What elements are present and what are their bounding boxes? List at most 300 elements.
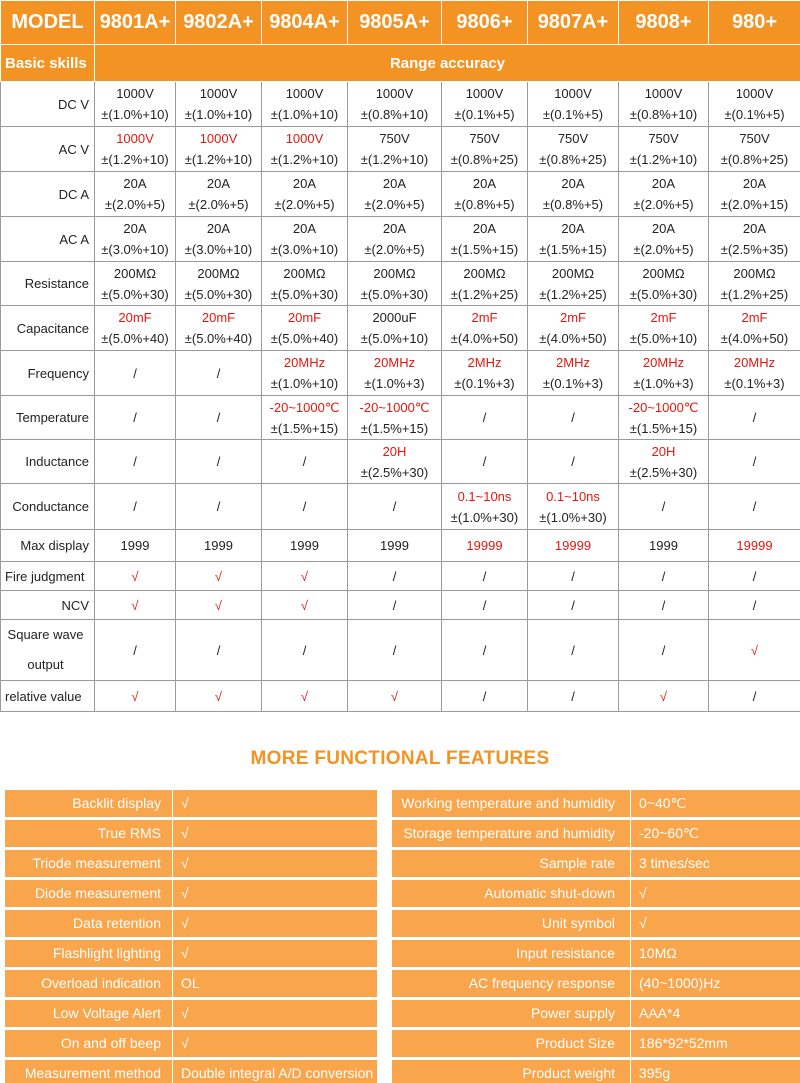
row-label: Square wave output [1, 620, 95, 681]
accuracy-value: ±(2.5%+30) [629, 464, 698, 480]
accuracy-value: ±(0.8%+25) [539, 152, 607, 167]
spec-cell [348, 681, 442, 712]
range-value: √ [131, 688, 139, 704]
spec-cell [262, 82, 348, 127]
accuracy-value: ±(1.2%+10) [360, 152, 429, 167]
range-value: / [571, 410, 575, 425]
spec-cell [95, 562, 176, 591]
feature-name: Triode measurement [32, 855, 161, 871]
row-label: relative value [1, 681, 95, 712]
range-value: 20A [206, 221, 231, 236]
spec-cell [528, 681, 619, 712]
range-accuracy-label: Range accuracy [95, 45, 800, 82]
model-header-2: 9804A+ [262, 1, 348, 45]
accuracy-value: ±(0.8%+10) [360, 107, 429, 122]
range-value: 200MΩ [373, 265, 416, 281]
spec-cell [348, 396, 442, 440]
range-value: / [216, 499, 221, 514]
spec-cell [442, 591, 528, 620]
accuracy-value: ±(2.5%+30) [360, 464, 429, 480]
range-value: 1999 [380, 538, 409, 553]
spec-cell [442, 681, 528, 712]
range-value: 750V [469, 131, 500, 146]
spec-cell [528, 127, 619, 172]
range-value: 2mF [741, 310, 768, 325]
spec-cell [348, 620, 442, 681]
spec-cell [176, 681, 262, 712]
spec-cell [95, 681, 176, 712]
range-value: / [571, 642, 575, 658]
range-value: / [571, 568, 575, 584]
row-label: Conductance [1, 484, 95, 530]
spec-cell [176, 262, 262, 306]
accuracy-value: ±(0.8%+25) [720, 152, 789, 167]
spec-cell [619, 562, 709, 591]
range-value: 1000V [285, 131, 324, 146]
spec-cell [176, 562, 262, 591]
spec-cell [262, 530, 348, 562]
accuracy-value: ±(0.1%+3) [724, 376, 785, 391]
spec-cell [348, 530, 442, 562]
range-value: / [302, 499, 307, 514]
spec-cell [619, 484, 709, 530]
range-value: 20H [651, 443, 676, 459]
spec-cell [619, 440, 709, 484]
accuracy-value: ±(1.0%+3) [633, 376, 694, 391]
spec-cell [176, 591, 262, 620]
range-value: 2MHz [467, 355, 502, 370]
row-label: Temperature [1, 396, 95, 440]
feature-row [5, 1000, 377, 1027]
range-value: 20A [382, 176, 407, 191]
accuracy-value: ±(5.0%+30) [360, 286, 429, 302]
spec-cell [528, 620, 619, 681]
range-value: / [302, 454, 307, 469]
feature-row [392, 1000, 800, 1027]
row-label: Max display [1, 530, 95, 562]
spec-cell [619, 306, 709, 351]
accuracy-value: ±(5.0%+30) [629, 286, 698, 302]
spec-cell [348, 306, 442, 351]
spec-cell [262, 262, 348, 306]
spec-cell [709, 262, 800, 306]
spec-cell [262, 591, 348, 620]
spec-cell [262, 620, 348, 681]
feature-name: Measurement method [24, 1065, 161, 1081]
spec-cell [348, 262, 442, 306]
feature-row [392, 1030, 800, 1057]
range-value: 1999 [120, 538, 150, 553]
feature-value: 395g [630, 1060, 800, 1083]
feature-name: Diode measurement [34, 885, 161, 901]
spec-cell [176, 396, 262, 440]
spec-cell [262, 172, 348, 217]
feature-name: Sample rate [539, 855, 615, 871]
accuracy-value: ±(1.2%+10) [184, 152, 253, 167]
range-value: 750V [557, 131, 589, 146]
feature-value: √ [172, 850, 377, 877]
feature-name: Storage temperature and humidity [403, 825, 615, 841]
range-value: √ [214, 568, 223, 584]
spec-row [1, 530, 800, 562]
spec-cell [442, 127, 528, 172]
spec-cell [528, 351, 619, 396]
range-value: -20~1000℃ [628, 399, 699, 415]
spec-cell [262, 217, 348, 262]
accuracy-value: ±(0.8%+10) [629, 107, 698, 122]
range-value: / [661, 499, 666, 514]
spec-cell [176, 530, 262, 562]
feature-row [392, 910, 800, 937]
spec-cell [709, 306, 800, 351]
spec-cell [528, 591, 619, 620]
spec-cell [262, 681, 348, 712]
row-label: DC V [1, 82, 95, 127]
spec-cell [348, 591, 442, 620]
feature-value: √ [172, 820, 377, 847]
accuracy-value: ±(0.1%+3) [454, 376, 515, 391]
range-value: 20A [292, 176, 317, 191]
feature-row [5, 1030, 377, 1057]
spec-cell [348, 172, 442, 217]
range-value: -20~1000℃ [359, 399, 430, 415]
range-value: / [752, 568, 757, 584]
model-header-0: 9801A+ [95, 1, 176, 45]
accuracy-value: ±(1.5%+15) [629, 420, 698, 436]
range-value: / [752, 688, 757, 704]
spec-row [1, 562, 800, 591]
accuracy-value: ±(0.8%+5) [454, 197, 515, 212]
spec-cell [442, 620, 528, 681]
accuracy-value: ±(1.5%+15) [450, 242, 519, 257]
range-value: 20A [206, 176, 231, 191]
spec-cell [528, 484, 619, 530]
range-value: / [133, 454, 137, 469]
feature-row [392, 850, 800, 877]
spec-cell [528, 306, 619, 351]
feature-value: √ [172, 1000, 377, 1027]
row-label: AC V [1, 127, 95, 172]
spec-row [1, 217, 800, 262]
range-value: 2mF [650, 310, 677, 325]
feature-name: Automatic shut-down [484, 885, 615, 901]
accuracy-value: ±(0.1%+5) [542, 107, 604, 122]
range-value: / [571, 597, 575, 613]
range-value: 20A [123, 221, 147, 236]
accuracy-value: ±(0.8%+25) [450, 152, 519, 167]
range-value: 20MHz [733, 355, 776, 370]
feature-name: Low Voltage Alert [52, 1005, 161, 1021]
spec-cell [709, 440, 800, 484]
spec-cell [176, 82, 262, 127]
model-header-5: 9807A+ [528, 1, 619, 45]
accuracy-value: ±(1.0%+30) [539, 509, 607, 525]
feature-name: Product weight [522, 1065, 615, 1081]
range-value: / [133, 410, 137, 425]
range-value: / [133, 365, 137, 381]
accuracy-value: ±(1.0%+10) [101, 107, 169, 122]
range-value: √ [300, 688, 309, 704]
range-value: √ [300, 568, 309, 584]
range-value: 19999 [736, 538, 773, 553]
range-value: 0.1~10ns [546, 488, 600, 504]
feature-name: True RMS [97, 825, 161, 841]
feature-name: Unit symbol [541, 915, 615, 931]
spec-cell [176, 351, 262, 396]
model-header-6: 9808+ [619, 1, 709, 45]
range-value: / [216, 454, 221, 469]
range-value: 20MHz [373, 355, 416, 370]
spec-cell [528, 172, 619, 217]
range-value: 20H [382, 443, 407, 459]
accuracy-value: ±(3.0%+10) [101, 242, 169, 257]
range-value: 1000V [199, 86, 238, 101]
range-value: 1000V [116, 86, 154, 101]
spec-cell [95, 127, 176, 172]
row-label: Inductance [1, 440, 95, 484]
spec-cell [95, 530, 176, 562]
range-value: 20mF [118, 310, 152, 325]
range-value: / [661, 568, 666, 584]
spec-row [1, 172, 800, 217]
feature-name: On and off beep [60, 1035, 161, 1051]
spec-cell [709, 620, 800, 681]
range-value: / [392, 568, 397, 584]
feature-row [5, 850, 377, 877]
feature-value: 186*92*52mm [630, 1030, 800, 1057]
spec-cell [262, 351, 348, 396]
range-value: / [216, 410, 221, 425]
accuracy-value: ±(2.0%+5) [633, 242, 694, 257]
range-value: 2MHz [556, 355, 590, 370]
range-value: 1000V [375, 86, 414, 101]
accuracy-value: ±(1.0%+10) [184, 107, 253, 122]
range-value: / [216, 365, 221, 381]
spec-cell [709, 681, 800, 712]
feature-name: Data retention [73, 915, 161, 931]
row-label: Resistance [1, 262, 95, 306]
spec-cell [95, 262, 176, 306]
spec-cell [176, 440, 262, 484]
accuracy-value: ±(3.0%+10) [184, 242, 253, 257]
spec-cell [709, 351, 800, 396]
row-label: Fire judgment [1, 562, 95, 591]
accuracy-value: ±(5.0%+30) [184, 286, 253, 302]
accuracy-value: ±(5.0%+30) [101, 286, 169, 302]
spec-cell [95, 591, 176, 620]
spec-cell [442, 530, 528, 562]
range-value: 20mF [201, 310, 236, 325]
range-value: 200MΩ [197, 265, 240, 281]
feature-name: Power supply [530, 1005, 615, 1021]
accuracy-value: ±(5.0%+40) [184, 331, 253, 346]
range-value: 19999 [554, 538, 592, 553]
spec-cell [709, 82, 800, 127]
section-header-row [1, 45, 800, 82]
spec-cell [348, 217, 442, 262]
range-value: -20~1000℃ [269, 399, 340, 415]
spec-cell [348, 82, 442, 127]
range-value: / [302, 642, 307, 658]
range-value: / [482, 568, 487, 584]
model-header-3: 9805A+ [348, 1, 442, 45]
range-value: √ [131, 597, 139, 613]
range-value: 20A [651, 221, 676, 236]
feature-row [392, 940, 800, 967]
range-value: √ [131, 568, 139, 584]
spec-cell [619, 351, 709, 396]
model-header-label: MODEL [1, 1, 95, 45]
spec-row [1, 396, 800, 440]
accuracy-value: ±(5.0%+10) [360, 331, 429, 346]
range-value: 200MΩ [283, 265, 326, 281]
basic-skills-label: Basic skills [1, 45, 95, 82]
accuracy-value: ±(0.1%+3) [542, 376, 604, 391]
spec-cell [442, 217, 528, 262]
feature-value: AAA*4 [630, 1000, 800, 1027]
range-value: 1999 [290, 538, 319, 553]
model-header-1: 9802A+ [176, 1, 262, 45]
spec-cell [619, 591, 709, 620]
model-header-7: 980+ [709, 1, 800, 45]
accuracy-value: ±(1.0%+10) [270, 376, 339, 391]
accuracy-value: ±(1.0%+30) [450, 509, 519, 525]
accuracy-value: ±(2.0%+5) [104, 197, 166, 212]
spec-cell [176, 306, 262, 351]
range-value: / [392, 499, 397, 514]
row-label: NCV [1, 591, 95, 620]
spec-cell [619, 681, 709, 712]
range-value: √ [214, 597, 223, 613]
range-value: 200MΩ [463, 265, 506, 281]
feature-value: -20~60℃ [630, 820, 800, 847]
spec-cell [709, 591, 800, 620]
spec-cell [95, 351, 176, 396]
feature-name: Backlit display [72, 795, 161, 811]
range-value: 20A [123, 176, 147, 191]
range-value: 1000V [285, 86, 324, 101]
range-value: / [482, 688, 487, 704]
accuracy-value: ±(0.1%+5) [454, 107, 515, 122]
spec-cell [442, 82, 528, 127]
accuracy-value: ±(2.0%+15) [720, 197, 789, 212]
feature-row [392, 790, 800, 817]
spec-cell [176, 620, 262, 681]
spec-cell [709, 562, 800, 591]
spec-cell [619, 127, 709, 172]
spec-cell [95, 306, 176, 351]
spec-cell [262, 562, 348, 591]
accuracy-value: ±(3.0%+10) [270, 242, 339, 257]
model-header-row [1, 1, 800, 45]
range-value: / [482, 597, 487, 613]
range-value: / [133, 499, 137, 514]
spec-cell [95, 396, 176, 440]
accuracy-value: ±(1.0%+3) [364, 376, 425, 391]
range-value: / [216, 642, 221, 658]
range-value: √ [750, 642, 759, 658]
range-value: / [482, 410, 487, 425]
accuracy-value: ±(2.0%+5) [364, 197, 425, 212]
features-title: MORE FUNCTIONAL FEATURES [250, 748, 550, 769]
range-value: 20A [742, 221, 767, 236]
spec-cell [262, 396, 348, 440]
spec-cell [619, 620, 709, 681]
accuracy-value: ±(5.0%+40) [270, 331, 339, 346]
accuracy-value: ±(5.0%+10) [629, 331, 698, 346]
spec-cell [442, 484, 528, 530]
accuracy-value: ±(1.5%+15) [270, 420, 339, 436]
spec-cell [528, 440, 619, 484]
spec-cell [95, 82, 176, 127]
accuracy-value: ±(5.0%+40) [101, 331, 169, 346]
spec-cell [528, 82, 619, 127]
accuracy-value: ±(1.2%+10) [270, 152, 339, 167]
spec-cell [95, 484, 176, 530]
range-value: √ [659, 688, 668, 704]
range-value: 200MΩ [113, 265, 157, 281]
accuracy-value: ±(2.0%+5) [633, 197, 694, 212]
feature-value: √ [630, 880, 800, 907]
spec-cell [619, 262, 709, 306]
spec-cell [528, 217, 619, 262]
range-value: / [392, 642, 397, 658]
accuracy-value: ±(1.5%+15) [360, 420, 429, 436]
accuracy-value: ±(4.0%+50) [539, 331, 607, 346]
feature-row [392, 820, 800, 847]
range-value: 20A [651, 176, 676, 191]
spec-cell [709, 127, 800, 172]
spec-cell [262, 484, 348, 530]
spec-cell [95, 440, 176, 484]
spec-cell [262, 127, 348, 172]
accuracy-value: ±(0.8%+5) [542, 197, 604, 212]
spec-cell [95, 620, 176, 681]
accuracy-value: ±(1.2%+10) [629, 152, 698, 167]
range-value: 1000V [199, 131, 238, 146]
spec-cell [262, 440, 348, 484]
feature-name: AC frequency response [468, 975, 615, 991]
spec-cell [442, 440, 528, 484]
spec-cell [709, 172, 800, 217]
accuracy-value: ±(0.1%+5) [724, 107, 785, 122]
range-value: 20A [382, 221, 407, 236]
range-value: 750V [379, 131, 410, 146]
feature-value: √ [172, 1030, 377, 1057]
feature-name: Flashlight lighting [52, 945, 161, 961]
spec-cell [348, 127, 442, 172]
spec-cell [709, 484, 800, 530]
range-value: 750V [739, 131, 770, 146]
spec-cell [709, 396, 800, 440]
feature-value: √ [172, 940, 377, 967]
feature-value: √ [172, 790, 377, 817]
feature-value: OL [172, 970, 377, 997]
spec-cell [176, 172, 262, 217]
range-value: / [752, 499, 757, 514]
spec-cell [528, 562, 619, 591]
range-value: / [571, 688, 575, 704]
feature-name: Input resistance [516, 945, 615, 961]
feature-value: (40~1000)Hz [630, 970, 800, 997]
feature-row [392, 880, 800, 907]
spec-cell [176, 127, 262, 172]
spec-cell [442, 172, 528, 217]
feature-row [5, 940, 377, 967]
row-label: Frequency [1, 351, 95, 396]
range-value: 1999 [649, 538, 678, 553]
feature-row [5, 880, 377, 907]
